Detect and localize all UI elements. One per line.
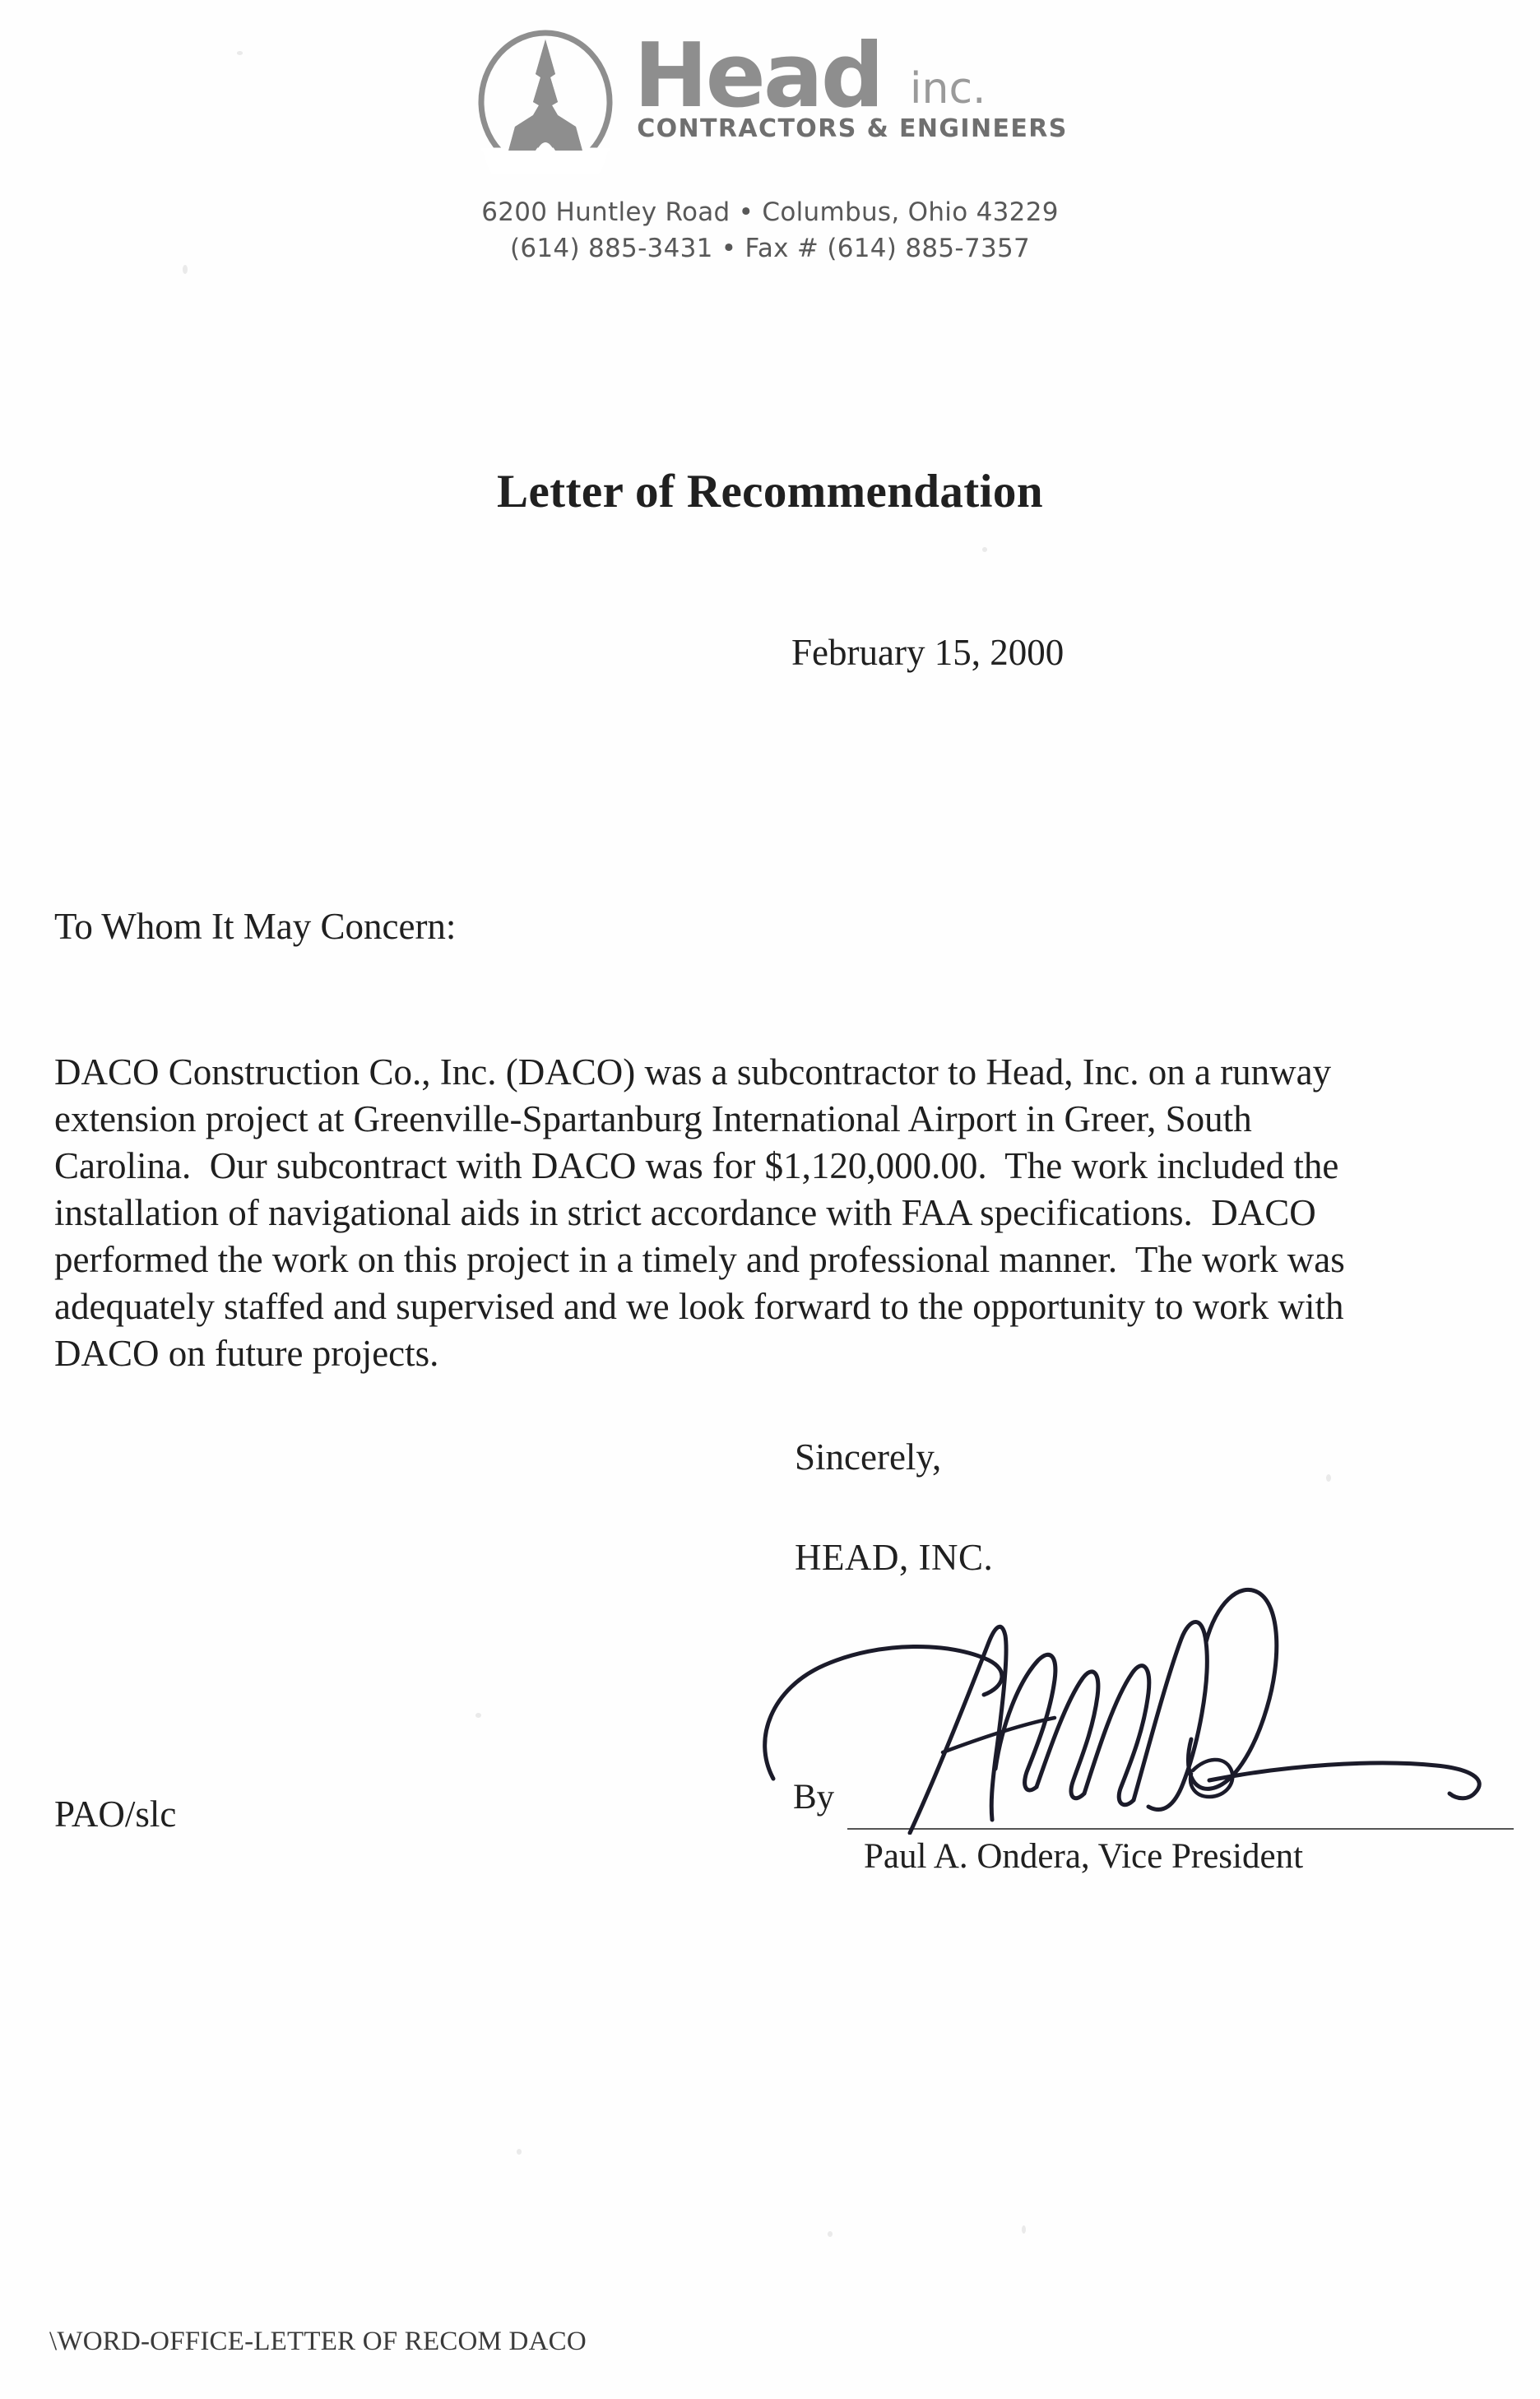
body-line: DACO on future projects.: [54, 1333, 439, 1374]
scan-speckle: [517, 2149, 522, 2155]
body-line: extension project at Greenville-Spartanburg International Airport in Greer, South: [54, 1098, 1252, 1139]
steeple-in-oval-logo-icon: [472, 30, 619, 174]
letterhead: [0, 25, 1540, 267]
scan-speckle: [982, 547, 987, 552]
scan-speckle: [475, 1713, 481, 1718]
body-line: DACO Construction Co., Inc. (DACO) was a subcontractor to Head, Inc. on a runway: [54, 1051, 1332, 1093]
valediction: Sincerely,: [795, 1436, 942, 1478]
body-line: installation of navigational aids in strict accordance with FAA specifications. DACO: [54, 1192, 1316, 1233]
company-address-block: [0, 194, 1540, 267]
company-suffix-wordmark: inc.: [910, 64, 986, 114]
wordmark-block: [633, 25, 1068, 143]
typist-initials: PAO/slc: [54, 1793, 177, 1835]
company-name-wordmark: Head: [633, 25, 883, 128]
scan-speckle: [828, 2231, 833, 2237]
street-address-line: 6200 Huntley Road • Columbus, Ohio 43229: [481, 197, 1059, 227]
closing-block: [795, 1436, 993, 1579]
company-logo: [0, 25, 1540, 174]
body-line: Carolina. Our subcontract with DACO was for $1,120,000.00. The work included the: [54, 1145, 1339, 1186]
wordmark-line: [633, 25, 986, 128]
salutation: To Whom It May Concern:: [54, 906, 457, 947]
company-tagline: CONTRACTORS & ENGINEERS: [637, 114, 1068, 143]
by-label: By: [793, 1778, 835, 1817]
document-title: Letter of Recommendation: [497, 466, 1043, 518]
scan-speckle: [1022, 2225, 1026, 2234]
phone-fax-line: (614) 885-3431 • Fax # (614) 885-7357: [509, 234, 1031, 264]
signing-company-name: HEAD, INC.: [795, 1537, 994, 1578]
signature-block: [773, 1612, 1514, 1876]
body-line: performed the work on this project in a timely and professional manner. The work was: [54, 1239, 1345, 1280]
signature-rule: [847, 1828, 1514, 1830]
signer-name-and-title: Paul A. Ondera, Vice President: [864, 1837, 1304, 1876]
document-file-path: \WORD-OFFICE-LETTER OF RECOM DACO: [49, 2327, 587, 2356]
letter-date: February 15, 2000: [791, 632, 1065, 673]
body-paragraph: [54, 1049, 1510, 1377]
scan-speckle: [1326, 1474, 1331, 1482]
handwritten-signature-icon: [749, 1563, 1522, 1835]
body-line: adequately staffed and supervised and we look forward to the opportunity to work with: [54, 1286, 1344, 1327]
